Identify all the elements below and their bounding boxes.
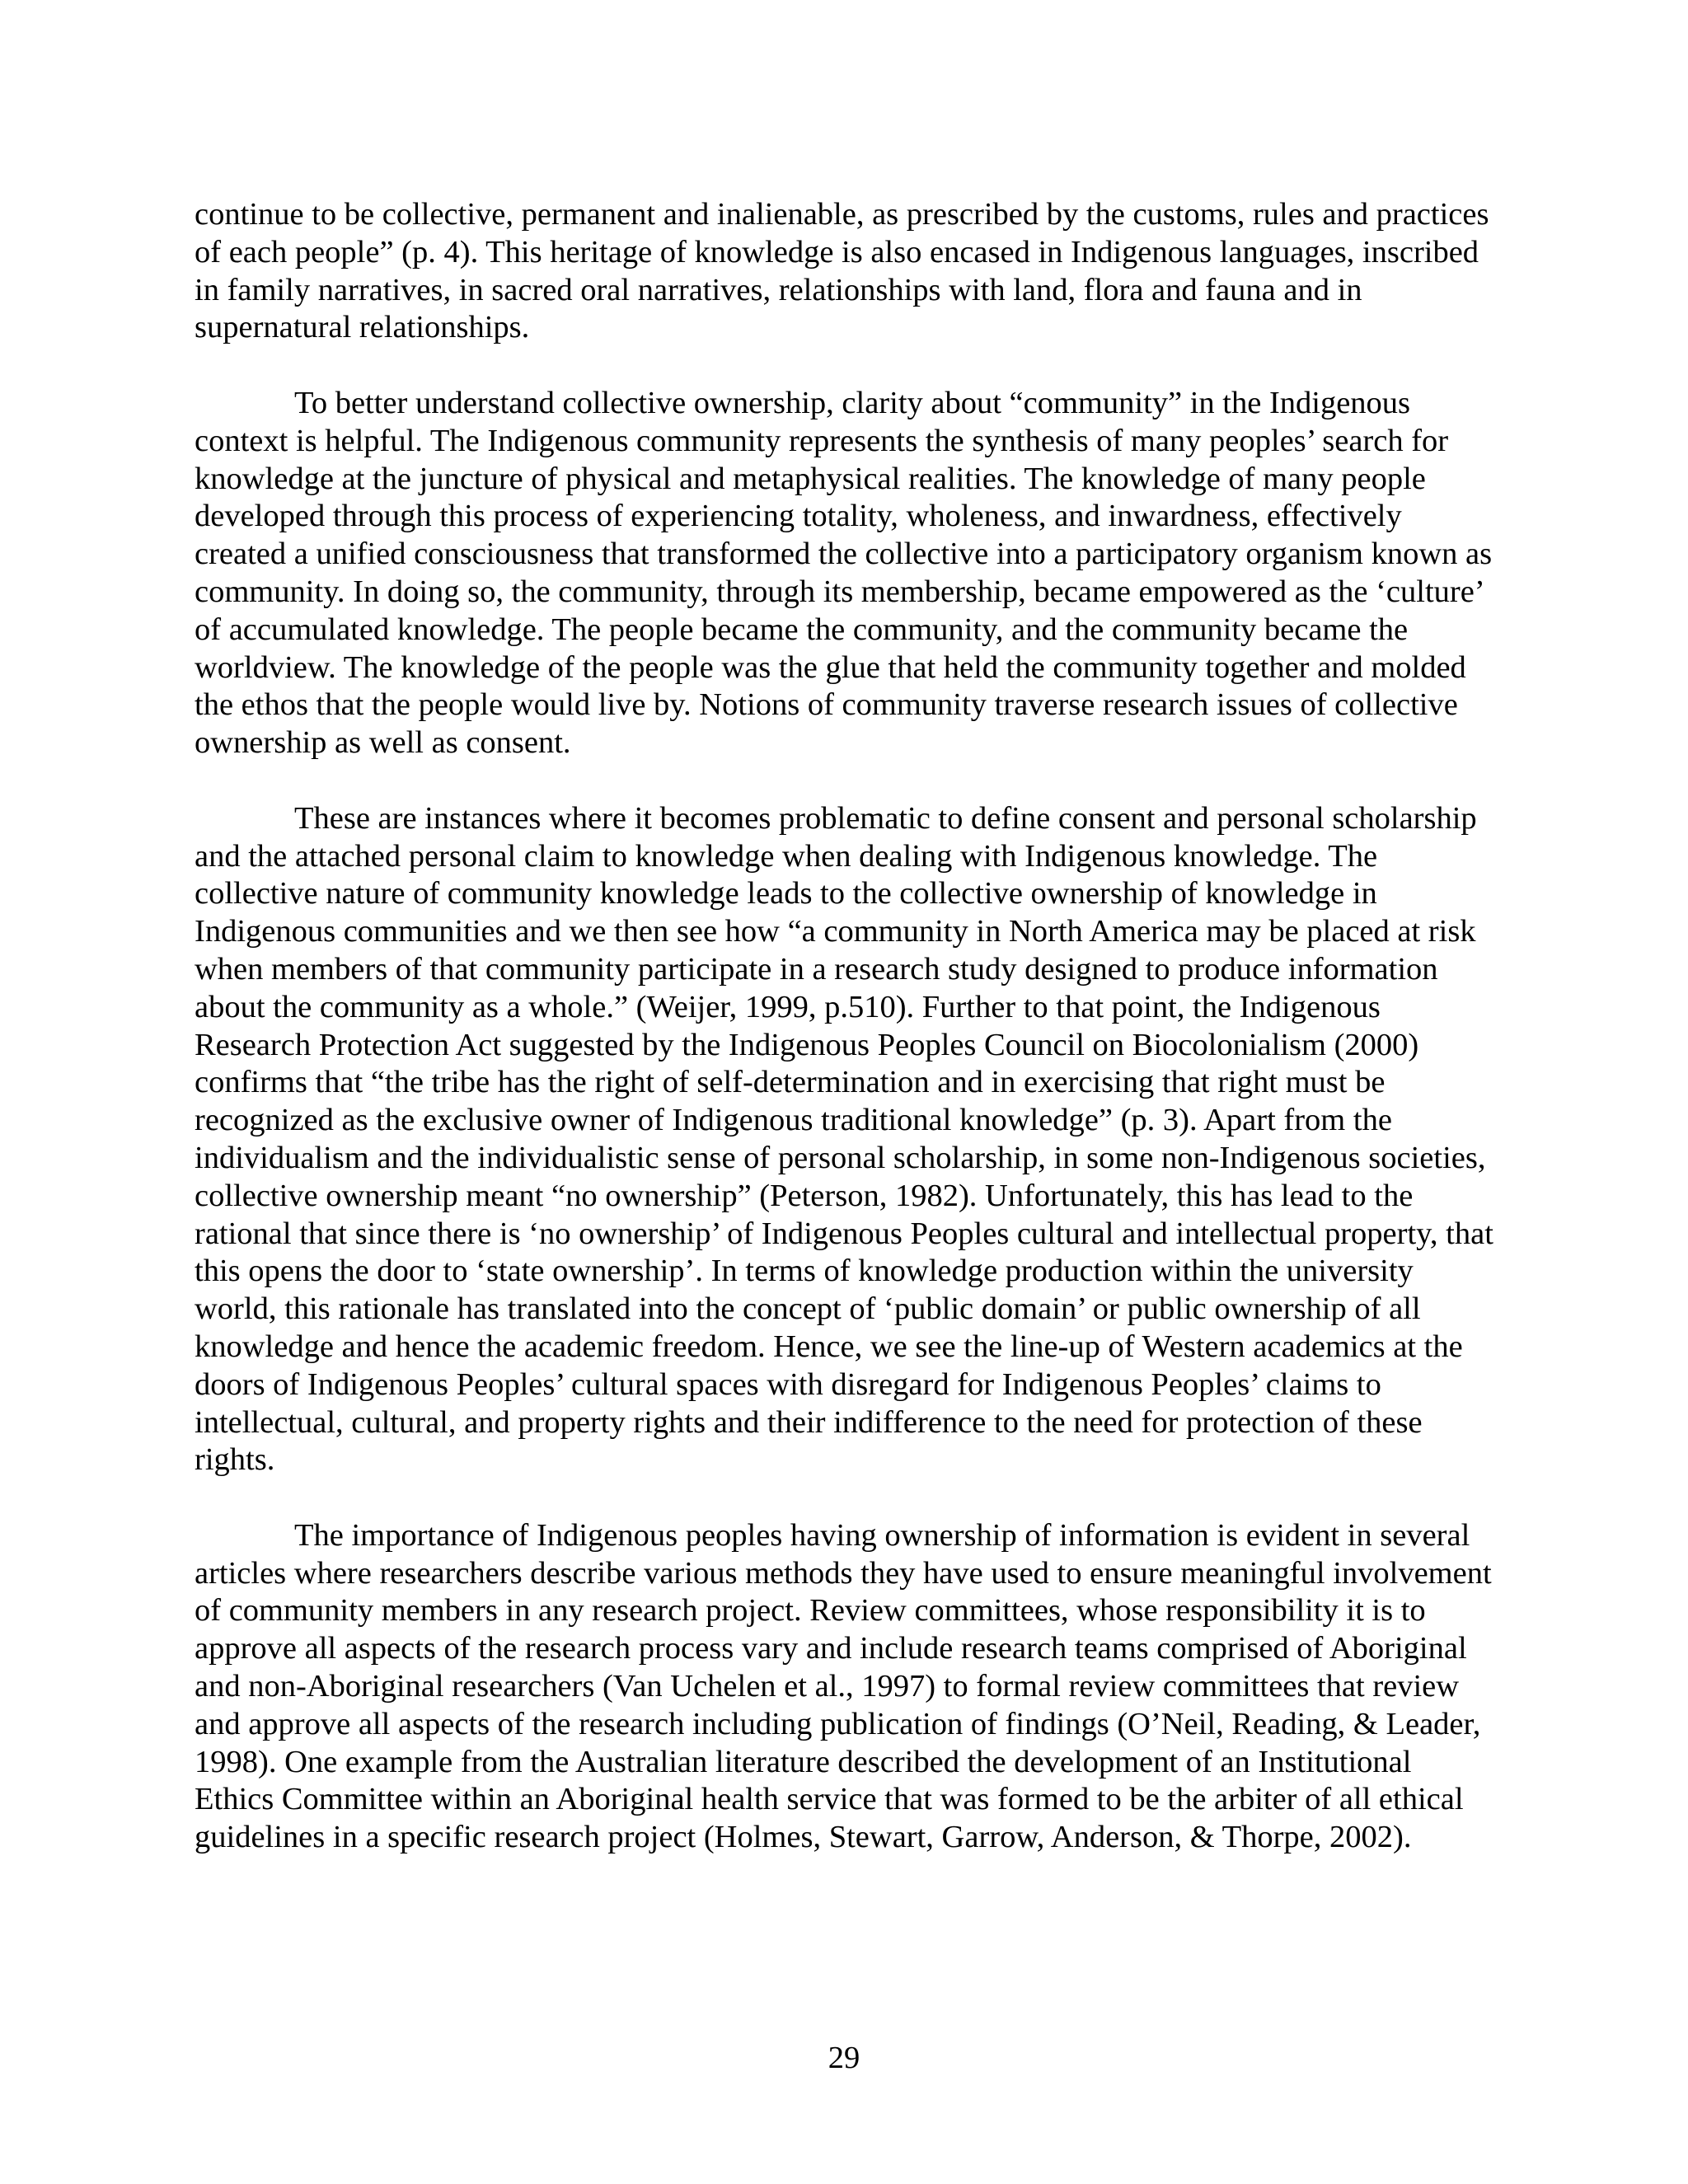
paragraph-community: To better understand collective ownership, clarity about “community” in the Indigenous context is helpful. The Indigenous community represents the synthesis of many peoples’ search for knowledge at the juncture of physical and metaphysical realities. The knowledge of many people developed through this process of experiencing totality, wholeness, and inwardness, effectively created a unified consciousness that transformed the collective into a participatory organism known as community. In doing so, the community, through its membership, became empowered as the ‘culture’ of accumulated knowledge. The people became the community, and the community became the worldview. The knowledge of the people was the glue that held the community together and molded the ethos that the people would live by. Notions of community traverse research issues of collective ownership as well as consent. [195,385,1493,761]
paragraph-continued: continue to be collective, permanent and inalienable, as prescribed by the customs, rules and practices of each people” (p. 4). This heritage of knowledge is also encased in Indigenous languages, inscribed in family narratives, in sacred oral narratives, relationships with land, flora and fauna and in supernatural relationships. [195,197,1489,345]
paragraph-consent: These are instances where it becomes problematic to define consent and personal scholarship and the attached personal claim to knowledge when dealing with Indigenous knowledge. The collective nature of community knowledge leads to the collective ownership of knowledge in Indigenous communities and we then see how “a community in North America may be placed at risk when members of that community participate in a research study designed to produce information about the community as a whole.” (Weijer, 1999, p.510). Further to that point, the Indigenous Research Protection Act suggested by the Indigenous Peoples Council on Biocolonialism (2000) confirms that “the tribe has the right of self-determination and in exercising that right must be recognized as the exclusive owner of Indigenous traditional knowledge” (p. 3). Apart from the individualism and the individualistic sense of personal scholarship, in some non-Indigenous societies, collective ownership meant “no ownership” (Peterson, 1982). Unfortunately, this has lead to the rational that since there is ‘no ownership’ of Indigenous Peoples cultural and intellectual property, that this opens the door to ‘state ownership’. In terms of knowledge production within the university world, this rationale has translated into the concept of ‘public domain’ or public ownership of all knowledge and hence the academic freedom. Hence, we see the line-up of Western academics at the doors of Indigenous Peoples’ cultural spaces with disregard for Indigenous Peoples’ claims to intellectual, cultural, and property rights and their indifference to the need for protection of these rights. [195,800,1493,1478]
page-number: 29 [828,2041,860,2075]
body-text [195,196,1497,1895]
paragraph-ownership: The importance of Indigenous peoples having ownership of information is evident in several articles where researchers describe various methods they have used to ensure meaningful involvement of community members in any research project. Review committees, whose responsibility it is to approve all aspects of the research process vary and include research teams comprised of Aboriginal and non-Aboriginal researchers (Van Uchelen et al., 1997) to formal review committees that review and approve all aspects of the research including publication of findings (O’Neil, Reading, & Leader, 1998). One example from the Australian literature described the development of an Institutional Ethics Committee within an Aboriginal health service that was formed to be the arbiter of all ethical guidelines in a specific research project (Holmes, Stewart, Garrow, Anderson, & Thorpe, 2002). [195,1517,1492,1855]
